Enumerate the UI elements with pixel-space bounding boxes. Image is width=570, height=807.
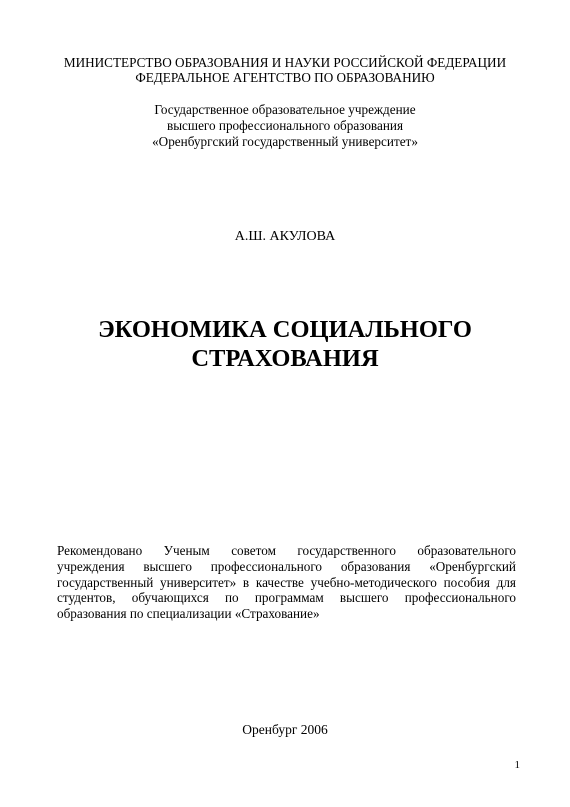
place-and-year: Оренбург 2006 [242, 722, 328, 737]
recommendation-line: государственный университет» в качестве учебно-методического пособия для [57, 574, 516, 590]
institution-line-2: высшего профессионального образования [166, 118, 404, 133]
page-number: 1 [514, 759, 520, 771]
recommendation-line: образования по специализации «Страхование» [57, 606, 320, 622]
recommendation-paragraph [57, 543, 516, 622]
institution-line-1: Государственное образовательное учреждение [154, 102, 416, 117]
institution-line-3: «Оренбургский государственный университет» [152, 134, 418, 149]
recommendation-line: Рекомендовано Ученым советом государственного образовательного [57, 543, 516, 558]
author-name: А.Ш. АКУЛОВА [234, 229, 336, 244]
book-title-line-2: СТРАХОВАНИЯ [191, 345, 379, 372]
recommendation-line: студентов, обучающихся по программам высшего профессионального [57, 590, 516, 606]
agency-heading: ФЕДЕРАЛЬНОЕ АГЕНТСТВО ПО ОБРАЗОВАНИЮ [135, 70, 435, 85]
book-title-line-1: ЭКОНОМИКА СОЦИАЛЬНОГО [98, 316, 472, 343]
ministry-heading: МИНИСТЕРСТВО ОБРАЗОВАНИЯ И НАУКИ РОССИЙСКОЙ ФЕДЕРАЦИИ [63, 55, 507, 70]
recommendation-line: учреждения высшего профессионального образования «Оренбургский [57, 558, 516, 574]
